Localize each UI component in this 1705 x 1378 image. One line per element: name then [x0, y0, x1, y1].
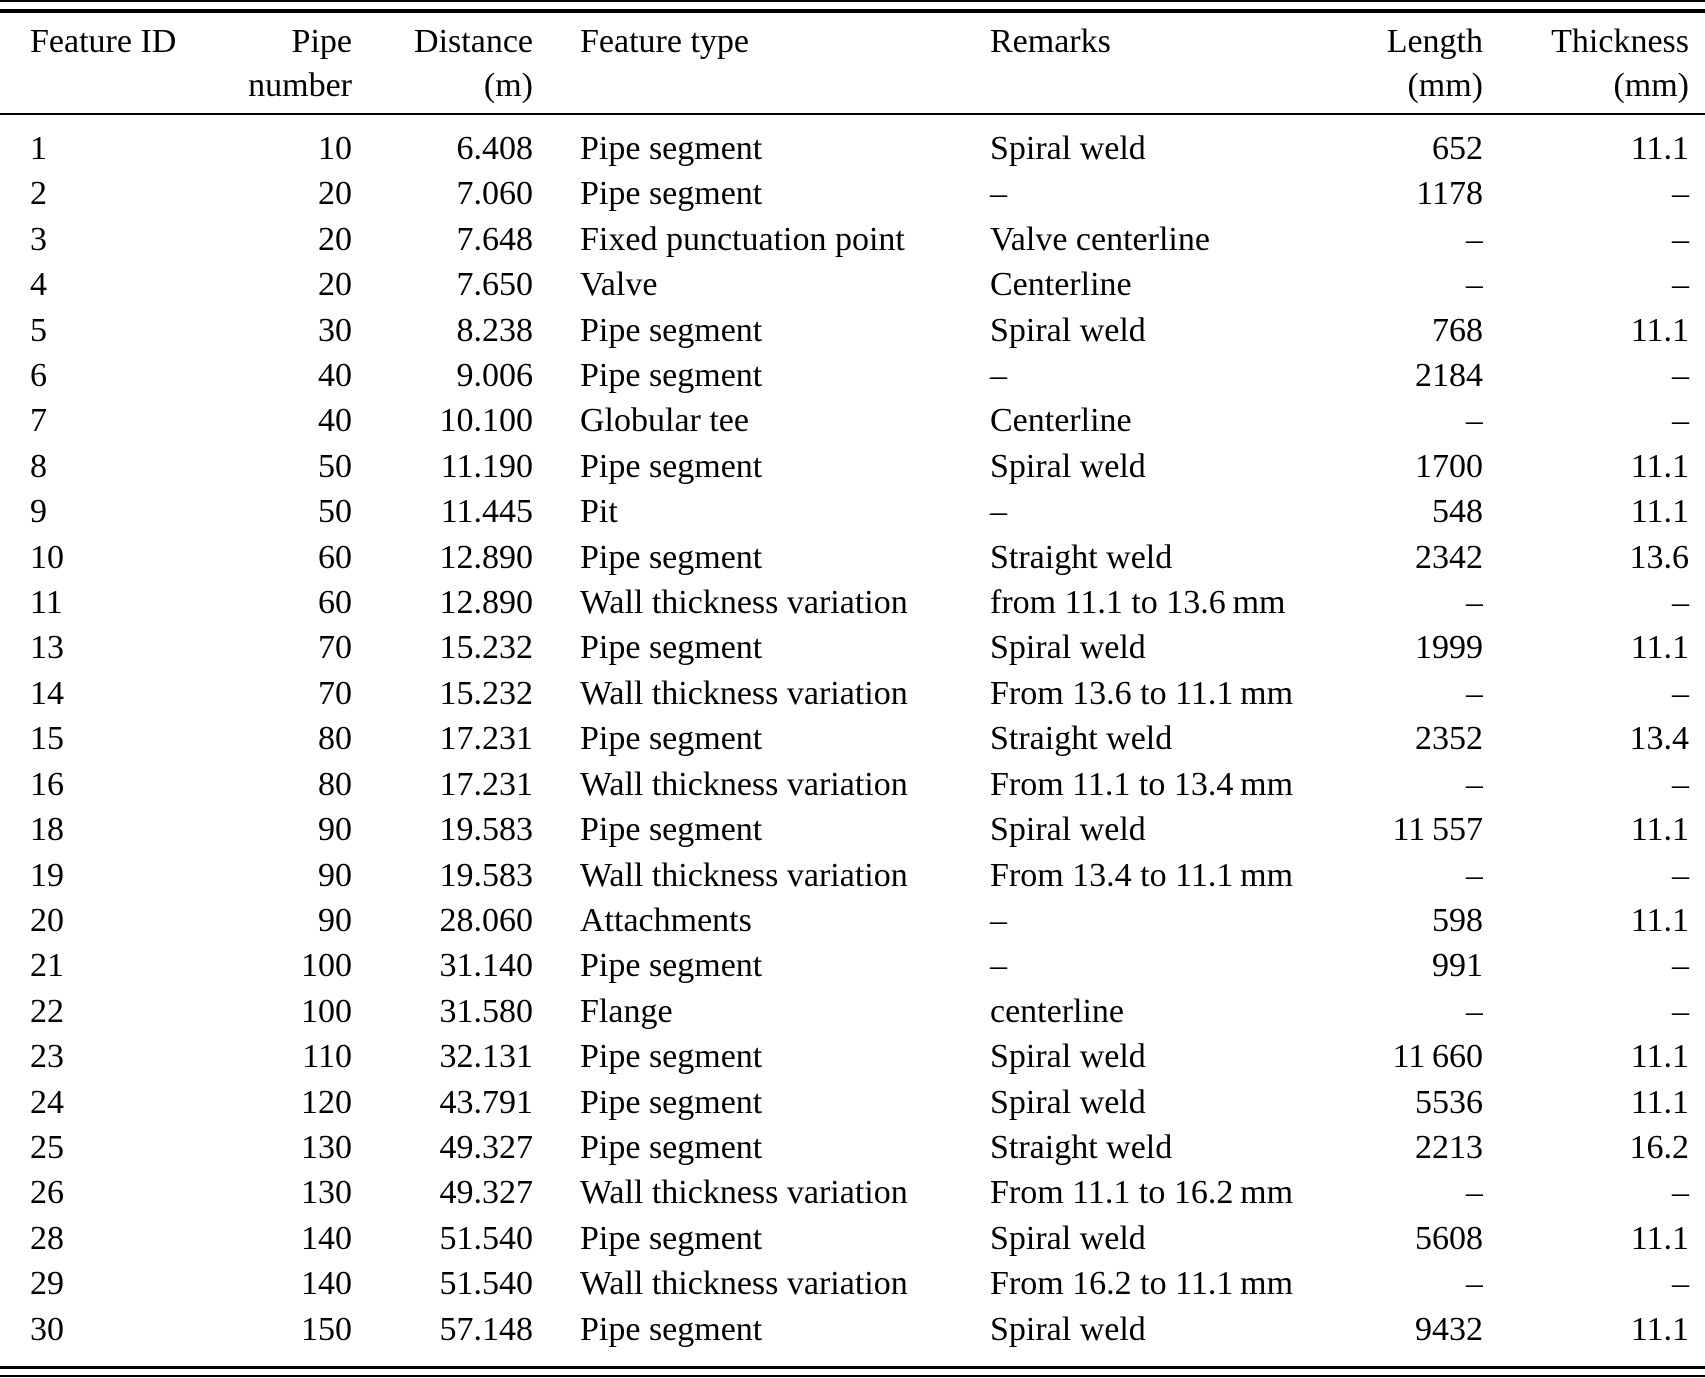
cell-feature-type: Wall thickness variation [580, 856, 908, 894]
cell-thickness: 11.1 [1630, 629, 1689, 667]
cell-distance: 17.231 [439, 720, 533, 758]
table-row [0, 535, 1705, 580]
header-label: Remarks [990, 23, 1111, 60]
cell-pipe-number: 110 [302, 1038, 352, 1076]
cell-length: 2184 [1415, 357, 1483, 395]
cell-remarks: Spiral weld [990, 1310, 1146, 1348]
col-header-feature-type [533, 13, 988, 114]
header-sublabel: number [248, 67, 352, 104]
cell-distance: 7.650 [456, 266, 533, 304]
cell-length: – [1466, 765, 1483, 803]
table-row [0, 671, 1705, 716]
cell-distance: 11.190 [440, 447, 533, 485]
table-row [0, 1307, 1705, 1352]
header-sublabel: (mm) [1613, 67, 1689, 104]
cell-feature-id: 24 [30, 1083, 64, 1121]
header-sublabel: (mm) [1407, 67, 1483, 104]
cell-remarks: centerline [990, 992, 1125, 1030]
col-header-distance [352, 13, 533, 114]
cell-feature-type: Pipe segment [580, 629, 763, 667]
cell-remarks: Spiral weld [990, 447, 1146, 485]
cell-pipe-number: 20 [318, 175, 352, 213]
cell-pipe-number: 130 [301, 1128, 352, 1166]
cell-distance: 51.540 [439, 1219, 533, 1257]
header-sublabel: (m) [483, 67, 533, 104]
cell-feature-type: Pit [580, 493, 618, 531]
cell-feature-type: Pipe segment [580, 811, 763, 849]
cell-distance: 19.583 [439, 811, 533, 849]
cell-pipe-number: 120 [301, 1083, 352, 1121]
header-label: Pipe [291, 23, 352, 60]
cell-thickness: – [1672, 992, 1689, 1030]
table-bottom-rule-outer [0, 1375, 1705, 1377]
cell-distance: 57.148 [439, 1310, 533, 1348]
cell-length: 11 557 [1392, 811, 1483, 849]
header-label: Length [1386, 23, 1483, 60]
cell-remarks: Spiral weld [990, 1038, 1146, 1076]
table-top-rule-outer [0, 0, 1705, 2]
cell-thickness: – [1672, 220, 1689, 258]
col-header-remarks [988, 13, 1360, 114]
cell-distance: 17.231 [439, 765, 533, 803]
cell-thickness: 11.1 [1630, 1038, 1689, 1076]
cell-distance: 7.648 [456, 220, 533, 258]
table-row [0, 989, 1705, 1034]
table-row [0, 114, 1705, 171]
cell-length: 548 [1432, 493, 1483, 531]
cell-feature-id: 4 [30, 266, 47, 304]
table-row [0, 1170, 1705, 1215]
cell-thickness: 11.1 [1630, 311, 1689, 349]
cell-distance: 10.100 [439, 402, 533, 440]
cell-pipe-number: 90 [318, 811, 352, 849]
cell-thickness: – [1672, 584, 1689, 622]
table-row [0, 580, 1705, 625]
cell-thickness: 11.1 [1630, 493, 1689, 531]
table-row [0, 716, 1705, 761]
table-row [0, 943, 1705, 988]
cell-feature-id: 20 [30, 901, 64, 939]
cell-thickness: 11.1 [1630, 1083, 1689, 1121]
cell-distance: 11.445 [440, 493, 533, 531]
cell-feature-id: 16 [30, 765, 64, 803]
cell-thickness: – [1672, 947, 1689, 985]
cell-feature-id: 13 [30, 629, 64, 667]
cell-thickness: 13.6 [1629, 538, 1689, 576]
cell-remarks: From 13.6 to 11.1 mm [990, 674, 1294, 712]
cell-feature-type: Wall thickness variation [580, 1265, 908, 1303]
table-row [0, 853, 1705, 898]
cell-pipe-number: 20 [318, 220, 352, 258]
cell-length: – [1466, 1174, 1483, 1212]
table-row [0, 398, 1705, 443]
table-row [0, 171, 1705, 216]
cell-feature-type: Pipe segment [580, 1219, 763, 1257]
table-row [0, 217, 1705, 262]
cell-feature-id: 26 [30, 1174, 64, 1212]
cell-feature-type: Pipe segment [580, 1083, 763, 1121]
cell-remarks: From 11.1 to 13.4 mm [990, 765, 1294, 803]
cell-remarks: Spiral weld [990, 1219, 1146, 1257]
cell-remarks: Straight weld [990, 538, 1173, 576]
table-row [0, 308, 1705, 353]
cell-pipe-number: 140 [301, 1265, 352, 1303]
cell-feature-id: 15 [30, 720, 64, 758]
header-label: Thickness [1551, 23, 1689, 60]
cell-feature-id: 23 [30, 1038, 64, 1076]
cell-thickness: 13.4 [1629, 720, 1689, 758]
table-row [0, 353, 1705, 398]
cell-feature-id: 29 [30, 1265, 64, 1303]
cell-feature-id: 14 [30, 674, 64, 712]
cell-feature-id: 6 [30, 357, 47, 395]
cell-length: 2352 [1415, 720, 1483, 758]
cell-pipe-number: 140 [301, 1219, 352, 1257]
table-row [0, 1080, 1705, 1125]
cell-feature-id: 2 [30, 175, 47, 213]
cell-remarks: Spiral weld [990, 1083, 1146, 1121]
table-row [0, 1125, 1705, 1170]
cell-remarks: From 11.1 to 16.2 mm [990, 1174, 1294, 1212]
cell-feature-type: Flange [580, 992, 673, 1030]
cell-remarks: From 16.2 to 11.1 mm [990, 1265, 1294, 1303]
cell-remarks: Centerline [990, 266, 1132, 304]
cell-thickness: 11.1 [1630, 1310, 1689, 1348]
col-header-thickness [1483, 13, 1705, 114]
cell-remarks: Spiral weld [990, 130, 1146, 167]
cell-feature-type: Wall thickness variation [580, 1174, 908, 1212]
cell-length: – [1466, 402, 1483, 440]
cell-length: 2213 [1415, 1128, 1483, 1166]
table-bottom-rule-inner [0, 1366, 1705, 1369]
cell-feature-id: 10 [30, 538, 64, 576]
cell-pipe-number: 20 [318, 266, 352, 304]
cell-feature-type: Pipe segment [580, 311, 763, 349]
cell-feature-type: Pipe segment [580, 1128, 763, 1166]
col-header-feature-id [0, 13, 230, 114]
cell-length: 5608 [1415, 1219, 1483, 1257]
table-row [0, 898, 1705, 943]
cell-thickness: – [1672, 1174, 1689, 1212]
cell-distance: 19.583 [439, 856, 533, 894]
table-row [0, 1261, 1705, 1306]
cell-distance: 43.791 [439, 1083, 533, 1121]
table-row [0, 1034, 1705, 1079]
cell-length: – [1466, 992, 1483, 1030]
cell-feature-id: 30 [30, 1310, 64, 1348]
cell-feature-id: 9 [30, 493, 47, 531]
cell-thickness: – [1672, 402, 1689, 440]
cell-feature-id: 5 [30, 311, 47, 349]
cell-remarks: Straight weld [990, 720, 1173, 758]
cell-thickness: 11.1 [1630, 130, 1689, 167]
cell-distance: 12.890 [439, 584, 533, 622]
cell-remarks: – [990, 493, 1007, 531]
cell-feature-type: Pipe segment [580, 720, 763, 758]
cell-pipe-number: 70 [318, 674, 352, 712]
cell-distance: 51.540 [439, 1265, 533, 1303]
table-body [0, 114, 1705, 1352]
header-row [0, 13, 1705, 114]
cell-thickness: 11.1 [1630, 447, 1689, 485]
table-row [0, 444, 1705, 489]
cell-pipe-number: 80 [318, 765, 352, 803]
cell-feature-type: Pipe segment [580, 130, 763, 167]
cell-distance: 15.232 [439, 674, 533, 712]
cell-feature-type: Wall thickness variation [580, 584, 908, 622]
cell-feature-type: Wall thickness variation [580, 765, 908, 803]
cell-feature-type: Pipe segment [580, 175, 763, 213]
cell-feature-type: Valve [580, 266, 658, 304]
cell-feature-type: Pipe segment [580, 947, 763, 985]
cell-thickness: 11.1 [1630, 901, 1689, 939]
cell-distance: 49.327 [439, 1128, 533, 1166]
cell-remarks: from 11.1 to 13.6 mm [990, 584, 1286, 622]
table-row [0, 762, 1705, 807]
cell-pipe-number: 40 [318, 402, 352, 440]
cell-pipe-number: 60 [318, 538, 352, 576]
cell-feature-id: 19 [30, 856, 64, 894]
cell-length: 1999 [1415, 629, 1483, 667]
cell-distance: 9.006 [456, 357, 533, 395]
pipeline-features-table [0, 13, 1705, 1352]
cell-pipe-number: 40 [318, 357, 352, 395]
cell-feature-id: 22 [30, 992, 64, 1030]
cell-feature-id: 25 [30, 1128, 64, 1166]
cell-thickness: 11.1 [1630, 811, 1689, 849]
cell-pipe-number: 150 [301, 1310, 352, 1348]
cell-length: – [1466, 584, 1483, 622]
cell-pipe-number: 90 [318, 856, 352, 894]
cell-pipe-number: 50 [318, 493, 352, 531]
cell-feature-id: 18 [30, 811, 64, 849]
cell-pipe-number: 80 [318, 720, 352, 758]
cell-thickness: – [1672, 1265, 1689, 1303]
cell-length: – [1466, 1265, 1483, 1303]
cell-pipe-number: 30 [318, 311, 352, 349]
cell-length: 1700 [1415, 447, 1483, 485]
col-header-pipe-number [230, 13, 352, 114]
cell-feature-type: Globular tee [580, 402, 749, 440]
cell-length: 1178 [1416, 175, 1483, 213]
cell-thickness: 11.1 [1630, 1219, 1689, 1257]
cell-distance: 31.580 [439, 992, 533, 1030]
cell-distance: 15.232 [439, 629, 533, 667]
cell-remarks: Valve centerline [990, 220, 1210, 258]
cell-remarks: – [990, 901, 1007, 939]
cell-pipe-number: 70 [318, 629, 352, 667]
cell-distance: 6.408 [456, 130, 533, 167]
cell-feature-id: 3 [30, 220, 47, 258]
cell-length: – [1466, 674, 1483, 712]
cell-distance: 31.140 [439, 947, 533, 985]
cell-pipe-number: 100 [301, 947, 352, 985]
cell-thickness: – [1672, 175, 1689, 213]
cell-length: – [1466, 220, 1483, 258]
cell-thickness: – [1672, 357, 1689, 395]
cell-feature-id: 8 [30, 447, 47, 485]
cell-thickness: – [1672, 674, 1689, 712]
cell-feature-type: Pipe segment [580, 1038, 763, 1076]
cell-length: – [1466, 856, 1483, 894]
cell-thickness: 16.2 [1629, 1128, 1689, 1166]
cell-remarks: Straight weld [990, 1128, 1173, 1166]
cell-length: 5536 [1415, 1083, 1483, 1121]
cell-pipe-number: 130 [301, 1174, 352, 1212]
cell-distance: 7.060 [456, 175, 533, 213]
cell-feature-type: Wall thickness variation [580, 674, 908, 712]
cell-remarks: – [990, 175, 1007, 213]
table-row [0, 807, 1705, 852]
cell-pipe-number: 90 [318, 901, 352, 939]
cell-thickness: – [1672, 765, 1689, 803]
cell-remarks: From 13.4 to 11.1 mm [990, 856, 1294, 894]
cell-remarks: Spiral weld [990, 629, 1146, 667]
cell-distance: 49.327 [439, 1174, 533, 1212]
cell-distance: 28.060 [439, 901, 533, 939]
cell-distance: 8.238 [456, 311, 533, 349]
cell-feature-id: 7 [30, 402, 47, 440]
cell-length: – [1466, 266, 1483, 304]
cell-feature-id: 11 [30, 584, 63, 622]
cell-feature-type: Attachments [580, 901, 752, 939]
table-row [0, 489, 1705, 534]
table-header [0, 13, 1705, 114]
table-row [0, 1216, 1705, 1261]
cell-length: 652 [1432, 130, 1483, 167]
cell-feature-type: Pipe segment [580, 538, 763, 576]
cell-thickness: – [1672, 266, 1689, 304]
cell-remarks: Centerline [990, 402, 1132, 440]
header-label: Feature type [580, 23, 749, 60]
cell-feature-type: Fixed punctuation point [580, 220, 905, 258]
table-row [0, 625, 1705, 670]
cell-feature-id: 21 [30, 947, 64, 985]
cell-feature-id: 1 [30, 130, 47, 167]
cell-thickness: – [1672, 856, 1689, 894]
col-header-length [1360, 13, 1483, 114]
cell-length: 991 [1432, 947, 1483, 985]
header-sublabel [580, 64, 988, 108]
cell-pipe-number: 10 [318, 130, 352, 167]
cell-length: 768 [1432, 311, 1483, 349]
cell-pipe-number: 100 [301, 992, 352, 1030]
header-label: Feature ID [30, 23, 177, 60]
cell-remarks: – [990, 947, 1007, 985]
cell-feature-type: Pipe segment [580, 357, 763, 395]
cell-remarks: Spiral weld [990, 311, 1146, 349]
cell-distance: 12.890 [439, 538, 533, 576]
cell-feature-type: Pipe segment [580, 1310, 763, 1348]
header-sublabel [990, 64, 1360, 108]
cell-pipe-number: 50 [318, 447, 352, 485]
cell-length: 2342 [1415, 538, 1483, 576]
cell-length: 9432 [1415, 1310, 1483, 1348]
cell-feature-type: Pipe segment [580, 447, 763, 485]
cell-feature-id: 28 [30, 1219, 64, 1257]
header-label: Distance [414, 23, 533, 60]
cell-length: 11 660 [1392, 1038, 1483, 1076]
table-row [0, 262, 1705, 307]
cell-remarks: – [990, 357, 1007, 395]
cell-pipe-number: 60 [318, 584, 352, 622]
cell-distance: 32.131 [439, 1038, 533, 1076]
cell-length: 598 [1432, 901, 1483, 939]
cell-remarks: Spiral weld [990, 811, 1146, 849]
header-sublabel [30, 64, 230, 108]
